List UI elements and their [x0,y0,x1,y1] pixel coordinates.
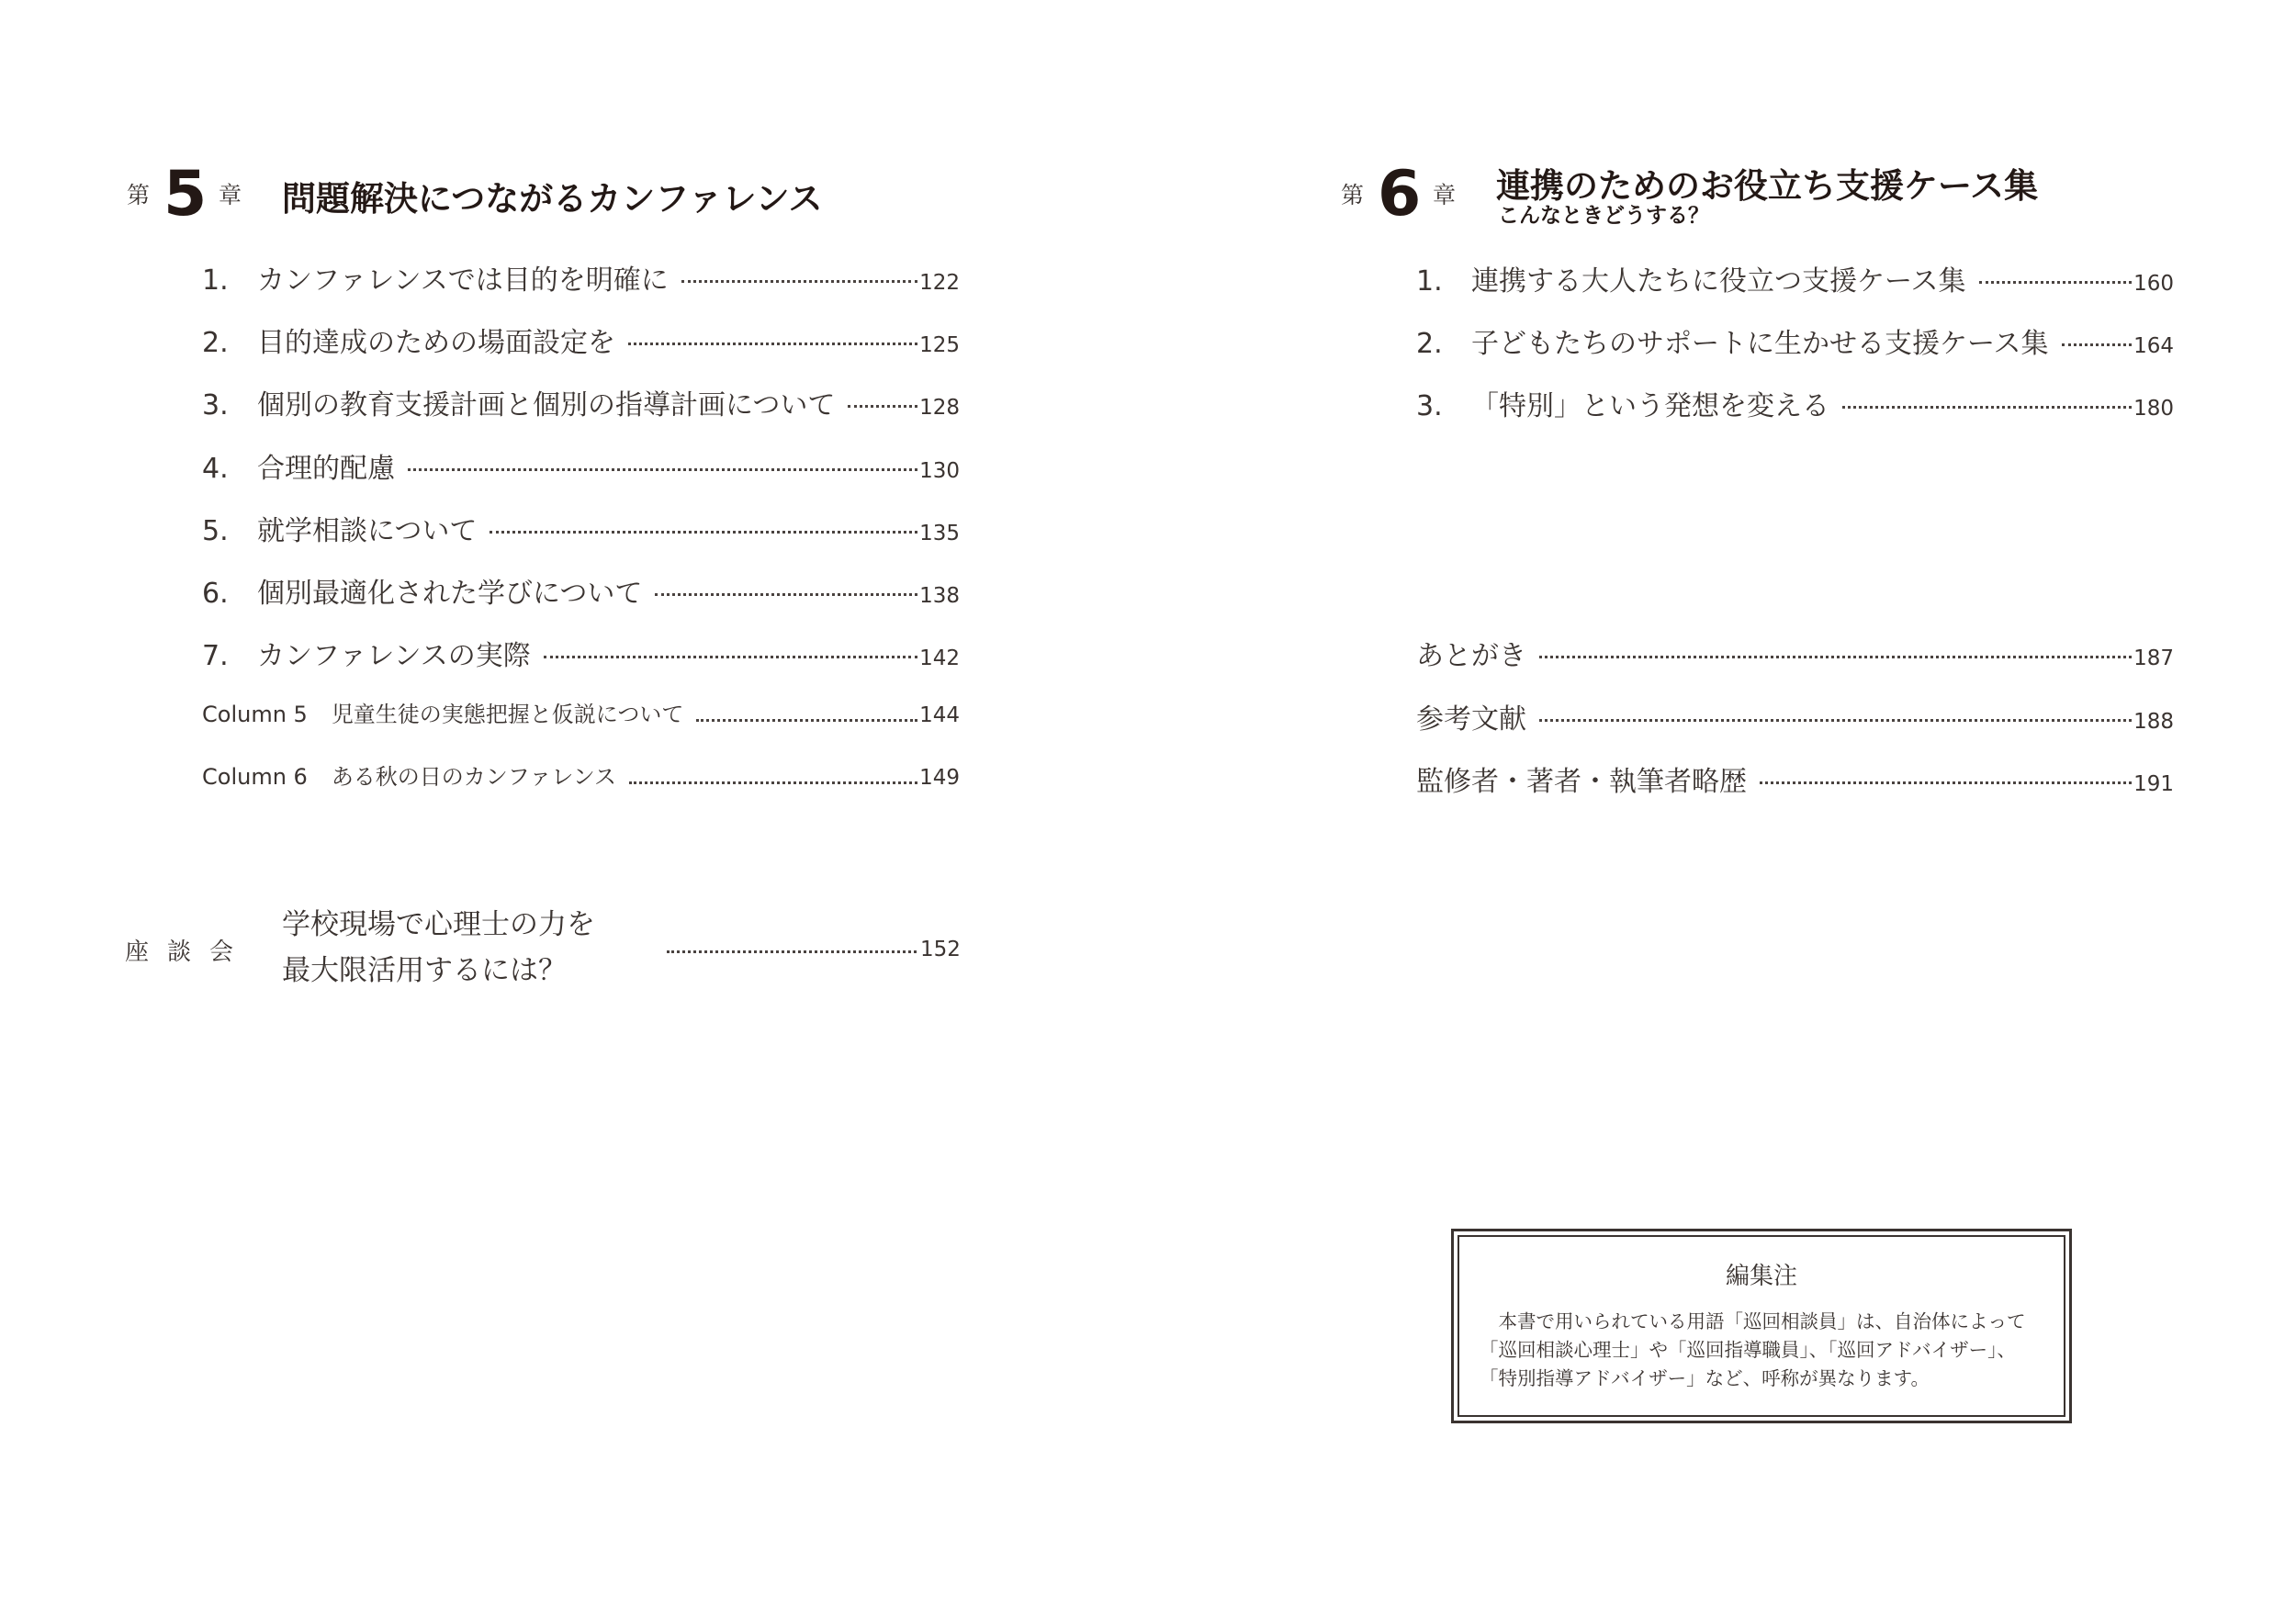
toc-column-item[interactable] [202,759,960,795]
toc-item[interactable] [202,508,960,545]
column-title: 児童生徒の実態把握と仮説について [331,702,684,727]
column-title: ある秋の日のカンファレンス [331,764,617,790]
toc-item-page: 180 [2133,397,2174,421]
chapter-prefix: 第 [1341,182,1365,208]
toc-item-page: 135 [919,522,960,545]
toc-item-page: 164 [2133,334,2174,358]
chapter-number: 5 [163,158,208,230]
toc-item[interactable] [1416,258,2174,298]
dot-leader [655,593,917,596]
chapter-number: 6 [1378,158,1422,230]
toc-item-page: 125 [919,333,960,357]
toc-item-page: 128 [919,396,960,420]
dot-leader [696,719,917,722]
toc-item-number: 3. [202,389,229,421]
toc-backmatter-item[interactable] [1416,696,2174,736]
toc-item[interactable] [202,320,960,359]
dot-leader [681,280,917,283]
chapter-suffix: 章 [1433,182,1457,208]
column-number: Column 6 [202,764,308,790]
toc-item-number: 2. [1416,328,1443,360]
toc-item-page: 142 [919,646,960,670]
toc-item-title: 子どもたちのサポートに生かせる支援ケース集 [1471,328,2049,360]
toc-item[interactable] [202,382,960,419]
toc-item[interactable] [202,633,960,672]
backmatter-title: 参考文献 [1416,703,1526,736]
dot-leader [1842,406,2132,409]
toc-item-page: 138 [919,584,960,608]
dot-leader [1979,281,2133,284]
toc-item-number: 1. [1416,265,1443,298]
editor-note-box [1451,1229,2072,1423]
toc-item-number: 4. [202,453,229,485]
toc-item-title: カンファレンスでは目的を明確に [257,264,669,297]
backmatter-page: 188 [2133,710,2174,734]
chapter-suffix: 章 [219,182,242,208]
dot-leader [2062,343,2133,346]
roundtable-title-line1: 学校現場で心理士の力を [282,908,595,941]
column-page: 144 [919,703,960,727]
toc-item-title: 個別の教育支援計画と個別の指導計画について [257,389,836,421]
roundtable-page: 152 [920,938,961,961]
toc-item-page: 130 [919,459,960,483]
toc-item[interactable] [202,257,960,297]
toc-item[interactable] [202,445,960,485]
dot-leader [628,343,917,345]
toc-item-title: 連携する大人たちに役立つ支援ケース集 [1471,265,1966,298]
toc-item-number: 2. [202,327,229,359]
toc-item-title: 「特別」という発想を変える [1471,390,1829,422]
toc-item-title: 目的達成のための場面設定を [257,327,615,359]
toc-item-title: 合理的配慮 [257,453,395,485]
right-page [1148,0,2296,1607]
toc-item[interactable] [1416,383,2174,420]
dot-leader [408,468,917,471]
toc-item-number: 3. [1416,390,1443,422]
dot-leader [1539,656,2132,658]
editor-note-inner-frame [1458,1235,2065,1417]
dot-leader [1760,781,2132,784]
backmatter-page: 187 [2133,646,2174,670]
editor-note-body: 本書で用いられている用語「巡回相談員」は、自治体によって「巡回相談心理士」や「巡回指導職員」、「巡回アドバイザー」、「特別指導アドバイザー」など、呼称が異なります。 [1480,1310,2026,1389]
dot-leader [1539,719,2132,722]
backmatter-title: 監修者・著者・執筆者略歴 [1416,766,1747,798]
toc-item[interactable] [202,570,960,610]
toc-backmatter-item[interactable] [1416,759,2174,798]
toc-column-item[interactable] [202,696,960,733]
dot-leader [544,656,917,658]
roundtable-title[interactable] [282,902,595,994]
toc-item-number: 1. [202,264,229,297]
toc-item-title: 個別最適化された学びについて [257,578,643,610]
editor-note-heading: 編集注 [1725,1263,1797,1290]
backmatter-title: あとがき [1416,640,1526,672]
dot-leader [629,781,917,784]
column-page: 149 [919,766,960,790]
toc-item-number: 7. [202,640,229,672]
toc-item[interactable] [1416,320,2174,360]
roundtable-label: 座談会 [125,938,253,966]
toc-item-number: 6. [202,578,229,610]
toc-item-title: 就学相談について [257,515,478,547]
dot-leader [490,531,917,534]
chapter-subtitle: こんなときどうする？ [1498,204,1709,228]
toc-item-number: 5. [202,515,229,547]
chapter-title: 問題解決につながるカンファレンス [282,179,823,219]
roundtable-title-line2: 最大限活用するには？ [282,954,567,987]
dot-leader [848,405,917,408]
toc-backmatter-item[interactable] [1416,633,2174,672]
column-number: Column 5 [202,702,308,727]
chapter-title: 連携のためのお役立ち支援ケース集 [1496,166,2039,206]
toc-item-page: 122 [919,271,960,295]
backmatter-page: 191 [2133,772,2174,796]
chapter-prefix: 第 [127,182,151,208]
dot-leader [667,950,917,953]
toc-item-page: 160 [2133,272,2174,296]
toc-item-title: カンファレンスの実際 [257,640,531,672]
